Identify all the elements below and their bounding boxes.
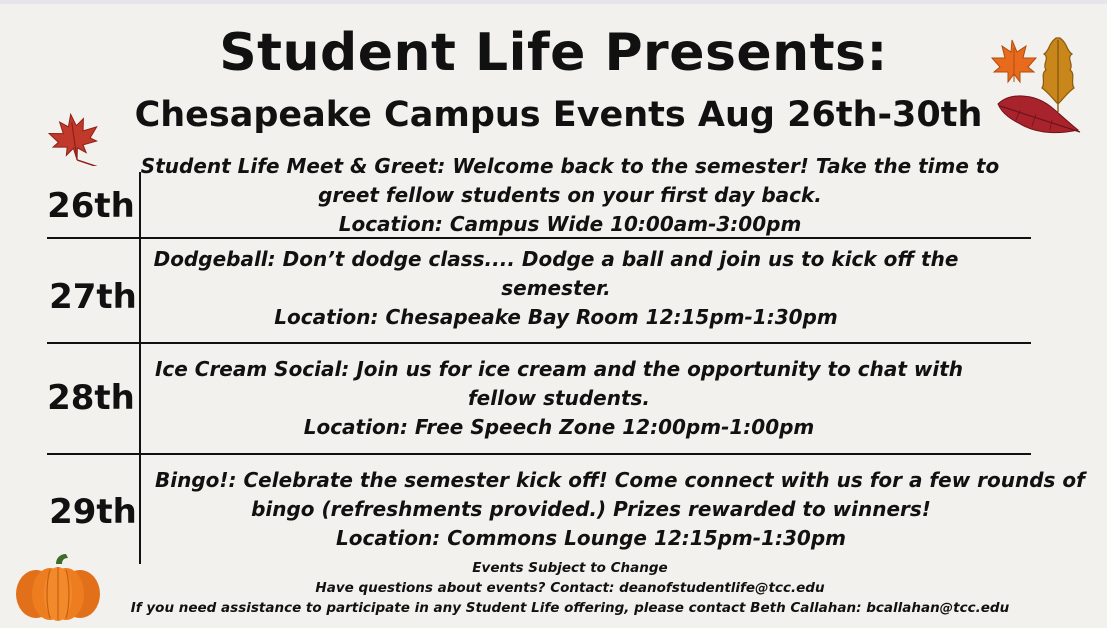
event-line: bingo (refreshments provided.) Prizes rewarded to winners! [251, 497, 931, 521]
event-line: fellow students. [467, 386, 651, 410]
event-location: Location: Campus Wide 10:00am-3:00pm [338, 212, 802, 236]
event-location: Location: Free Speech Zone 12:00pm-1:00pm [303, 415, 815, 439]
footer-disclaimer: Events Subject to Change [472, 560, 668, 576]
event-description [120, 245, 992, 332]
event-location: Location: Chesapeake Bay Room 12:15pm-1:30pm [274, 305, 838, 329]
event-line: Ice Cream Social: Join us for ice cream and the opportunity to chat with [154, 357, 964, 381]
footer-notes [0, 558, 1107, 618]
autumn-leaves-icon [990, 34, 1090, 142]
page-subtitle: Chesapeake Campus Events Aug 26th-30th [134, 95, 983, 135]
event-description [155, 466, 1085, 553]
page-title: Student Life Presents: [219, 23, 888, 83]
event-day: 28th [47, 378, 135, 418]
event-line: greet fellow students on your first day back. [318, 183, 822, 207]
top-border [0, 0, 1107, 4]
event-day: 29th [49, 492, 137, 532]
event-day: 26th [47, 186, 135, 226]
event-line: Student Life Meet & Greet: Welcome back to the semester! Take the time to [140, 154, 1000, 178]
maple-leaf-icon [44, 110, 106, 166]
event-description [134, 152, 1006, 239]
row-divider [47, 342, 1031, 344]
event-line: Bingo!: Celebrate the semester kick off! Come connect with us for a few rounds of [155, 468, 1085, 492]
footer-accessibility: If you need assistance to participate in any Student Life offering, please contact Beth Callahan: bcallahan@tcc.edu [130, 600, 1010, 616]
event-line: Dodgeball: Don’t dodge class.... Dodge a ball and join us to kick off the [153, 247, 959, 271]
event-line: semester. [501, 276, 611, 300]
event-description [123, 355, 995, 442]
event-location: Location: Commons Lounge 12:15pm-1:30pm [336, 526, 846, 550]
event-day: 27th [49, 277, 137, 317]
footer-contact: Have questions about events? Contact: deanofstudentlife@tcc.edu [315, 580, 825, 596]
row-divider [47, 453, 1031, 455]
